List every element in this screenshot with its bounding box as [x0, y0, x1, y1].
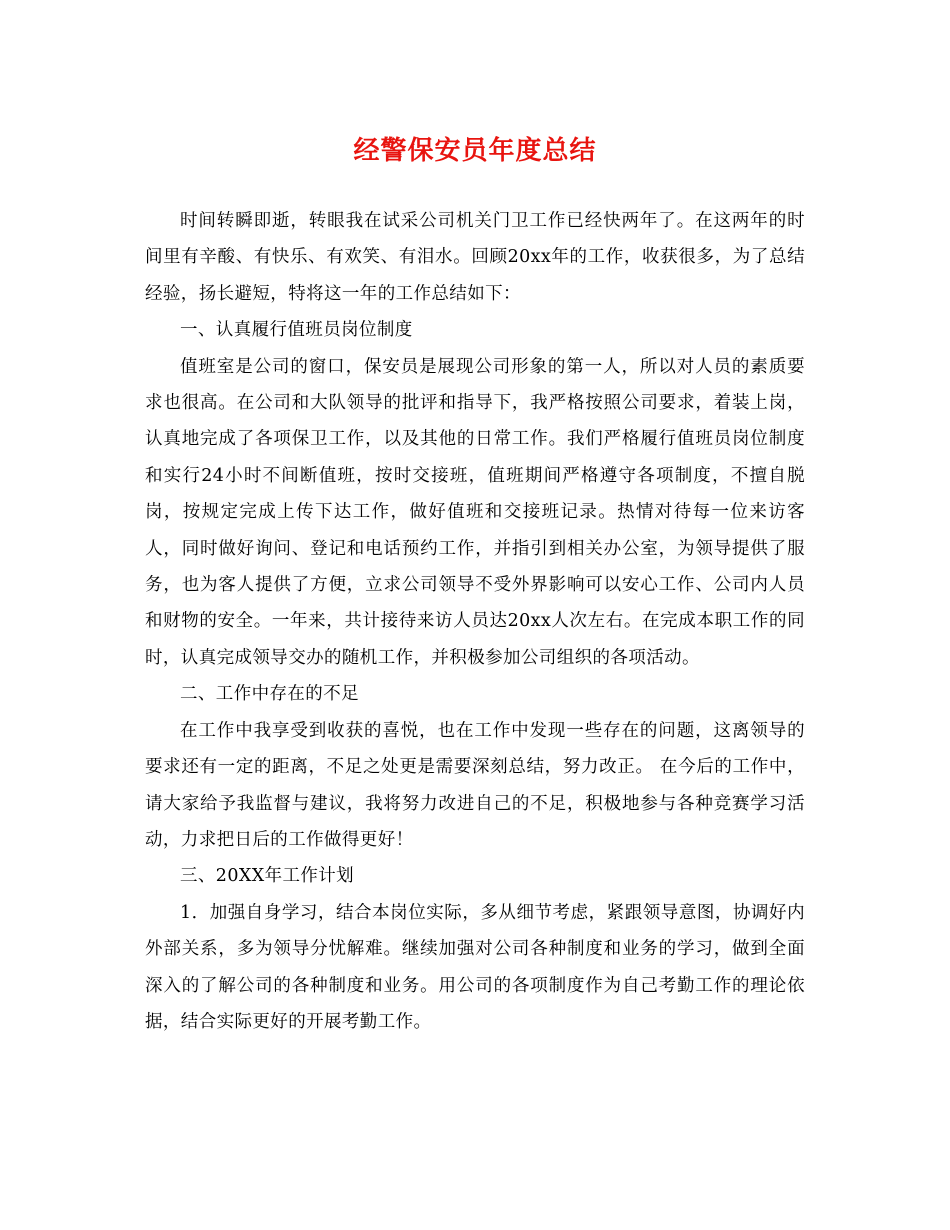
paragraph-intro: 时间转瞬即逝，转眼我在试采公司机关门卫工作已经快两年了。在这两年的时间里有辛酸、有快乐、有欢笑、有泪水。回顾20xx年的工作，收获很多，为了总结经验，扬长避短，特将这一年的工作总结如下：: [145, 211, 805, 304]
section-heading-2: 二、工作中存在的不足: [180, 684, 359, 705]
paragraph-shortcomings: 在工作中我享受到收获的喜悦，也在工作中发现一些存在的问题，这离领导的要求还有一定的距离，不足之处更是需要深刻总结，努力改正。 在今后的工作中，请大家给予我监督与建议，我将努力改进自己的不足，积极地参与各种竞赛学习活动，力求把日后的工作做得更好！: [145, 720, 805, 850]
paragraph-duty: 值班室是公司的窗口，保安员是展现公司形象的第一人，所以对人员的素质要求也很高。在公司和大队领导的批评和指导下，我严格按照公司要求，着装上岗，认真地完成了各项保卫工作，以及其他的日常工作。我们严格履行值班员岗位制度和实行24小时不间断值班，按时交接班，值班期间严格遵守各项制度，不擅自脱岗，按规定完成上传下达工作，做好值班和交接班记录。热情对待每一位来访客人，同时做好询问、登记和电话预约工作，并指引到相关办公室，为领导提供了服务，也为客人提供了方便，立求公司领导不受外界影响可以安心工作、公司内人员和财物的安全。一年来，共计接待来访人员达20xx人次左右。在完成本职工作的同时，认真完成领导交办的随机工作，并积极参加公司组织的各项活动。: [145, 356, 805, 668]
document-body: [145, 203, 805, 1040]
document-title: 经警保安员年度总结: [353, 136, 597, 166]
paragraph-plan-item-1: 1．加强自身学习，结合本岗位实际，多从细节考虑，紧跟领导意图，协调好内外部关系，多为领导分忧解难。继续加强对公司各种制度和业务的学习，做到全面深入的了解公司的各种制度和业务。用公司的各项制度作为自己考勤工作的理论依据，结合实际更好的开展考勤工作。: [145, 902, 805, 1032]
section-heading-3: 三、20XX年工作计划: [180, 866, 355, 887]
section-heading-1: 一、认真履行值班员岗位制度: [180, 320, 413, 341]
